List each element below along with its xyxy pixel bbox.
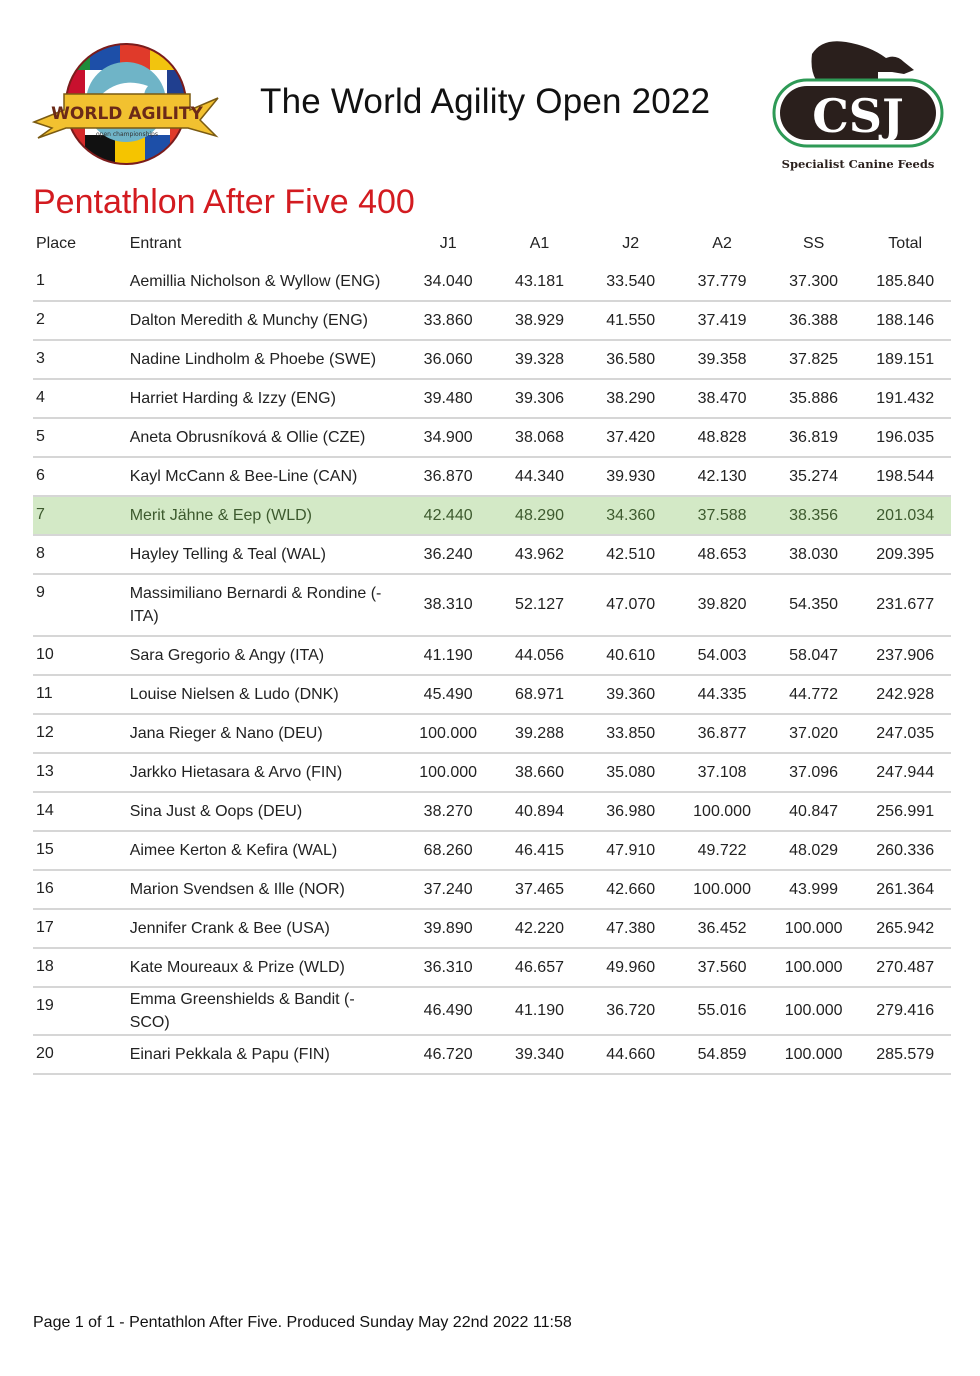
a1-cell: 44.056 xyxy=(494,636,585,675)
j1-cell: 38.310 xyxy=(402,574,494,636)
column-header-total: Total xyxy=(888,235,923,252)
ss-cell: 37.300 xyxy=(768,263,860,301)
entrant-cell: Merit Jähne & Eep (WLD) xyxy=(130,496,403,535)
event-title: Pentathlon After Five 400 xyxy=(33,183,415,221)
total-cell: 285.579 xyxy=(859,1035,951,1074)
ss-cell: 100.000 xyxy=(768,987,860,1035)
total-cell: 185.840 xyxy=(859,263,951,301)
place-cell: 13 xyxy=(33,753,130,792)
table-row xyxy=(33,909,951,948)
ss-cell: 37.825 xyxy=(768,340,860,379)
j1-cell: 36.240 xyxy=(402,535,494,574)
ss-cell: 58.047 xyxy=(768,636,860,675)
a2-cell: 49.722 xyxy=(676,831,768,870)
j2-cell: 39.930 xyxy=(585,457,676,496)
ss-cell: 38.030 xyxy=(768,535,860,574)
total-cell: 231.677 xyxy=(859,574,951,636)
ss-cell: 54.350 xyxy=(768,574,860,636)
j1-cell: 41.190 xyxy=(402,636,494,675)
column-header-j1: J1 xyxy=(439,235,457,252)
column-header-place: Place xyxy=(36,235,77,252)
a1-cell: 40.894 xyxy=(494,792,585,831)
entrant-cell: Jana Rieger & Nano (DEU) xyxy=(130,714,403,753)
total-cell: 242.928 xyxy=(859,675,951,714)
entrant-cell: Kate Moureaux & Prize (WLD) xyxy=(130,948,403,987)
j2-cell: 42.660 xyxy=(585,870,676,909)
place-cell: 20 xyxy=(33,1035,130,1074)
column-header-a1: A1 xyxy=(529,235,550,252)
total-cell: 209.395 xyxy=(859,535,951,574)
j2-cell: 37.420 xyxy=(585,418,676,457)
table-row xyxy=(33,987,951,1035)
total-cell: 237.906 xyxy=(859,636,951,675)
place-cell: 16 xyxy=(33,870,130,909)
ss-cell: 35.274 xyxy=(768,457,860,496)
a1-cell: 38.660 xyxy=(494,753,585,792)
a1-cell: 39.340 xyxy=(494,1035,585,1074)
a1-cell: 39.288 xyxy=(494,714,585,753)
place-cell: 10 xyxy=(33,636,130,675)
entrant-cell: Kayl McCann & Bee-Line (CAN) xyxy=(130,457,403,496)
a1-cell: 68.971 xyxy=(494,675,585,714)
entrant-cell: Massimiliano Bernardi & Rondine (-ITA) xyxy=(130,574,403,636)
j1-cell: 36.870 xyxy=(402,457,494,496)
a2-cell: 37.419 xyxy=(676,301,768,340)
table-row xyxy=(33,535,951,574)
entrant-cell: Aemillia Nicholson & Wyllow (ENG) xyxy=(130,263,403,301)
a2-cell: 48.653 xyxy=(676,535,768,574)
svg-text:Specialist Canine Feeds: Specialist Canine Feeds xyxy=(781,157,935,171)
a1-cell: 46.657 xyxy=(494,948,585,987)
a2-cell: 37.588 xyxy=(676,496,768,535)
table-row xyxy=(33,340,951,379)
results-body xyxy=(33,263,951,1074)
ss-cell: 44.772 xyxy=(768,675,860,714)
place-cell: 15 xyxy=(33,831,130,870)
a1-cell: 52.127 xyxy=(494,574,585,636)
a2-cell: 37.779 xyxy=(676,263,768,301)
table-row xyxy=(33,870,951,909)
place-cell: 12 xyxy=(33,714,130,753)
total-cell: 196.035 xyxy=(859,418,951,457)
entrant-cell: Marion Svendsen & Ille (NOR) xyxy=(130,870,403,909)
j1-cell: 34.040 xyxy=(402,263,494,301)
j2-cell: 47.380 xyxy=(585,909,676,948)
a1-cell: 44.340 xyxy=(494,457,585,496)
a2-cell: 100.000 xyxy=(676,792,768,831)
table-row xyxy=(33,675,951,714)
ss-cell: 100.000 xyxy=(768,1035,860,1074)
a1-cell: 41.190 xyxy=(494,987,585,1035)
a1-cell: 42.220 xyxy=(494,909,585,948)
entrant-cell: Jarkko Hietasara & Arvo (FIN) xyxy=(130,753,403,792)
ss-cell: 35.886 xyxy=(768,379,860,418)
j1-cell: 34.900 xyxy=(402,418,494,457)
entrant-cell: Nadine Lindholm & Phoebe (SWE) xyxy=(130,340,403,379)
j1-cell: 38.270 xyxy=(402,792,494,831)
j2-cell: 49.960 xyxy=(585,948,676,987)
a2-cell: 36.452 xyxy=(676,909,768,948)
a1-cell: 38.068 xyxy=(494,418,585,457)
total-cell: 188.146 xyxy=(859,301,951,340)
table-row xyxy=(33,1035,951,1074)
table-row xyxy=(33,301,951,340)
j1-cell: 36.060 xyxy=(402,340,494,379)
j2-cell: 35.080 xyxy=(585,753,676,792)
entrant-cell: Jennifer Crank & Bee (USA) xyxy=(130,909,403,948)
j2-cell: 36.720 xyxy=(585,987,676,1035)
table-row xyxy=(33,418,951,457)
j1-cell: 100.000 xyxy=(402,753,494,792)
table-header-row xyxy=(33,225,951,263)
entrant-cell: Harriet Harding & Izzy (ENG) xyxy=(130,379,403,418)
j2-cell: 40.610 xyxy=(585,636,676,675)
a2-cell: 44.335 xyxy=(676,675,768,714)
results-table xyxy=(33,225,951,1075)
total-cell: 256.991 xyxy=(859,792,951,831)
place-cell: 3 xyxy=(33,340,130,379)
total-cell: 191.432 xyxy=(859,379,951,418)
a1-cell: 46.415 xyxy=(494,831,585,870)
ss-cell: 43.999 xyxy=(768,870,860,909)
table-row xyxy=(33,792,951,831)
place-cell: 6 xyxy=(33,457,130,496)
total-cell: 260.336 xyxy=(859,831,951,870)
entrant-cell: Sara Gregorio & Angy (ITA) xyxy=(130,636,403,675)
column-header-entrant: Entrant xyxy=(129,235,182,252)
j2-cell: 41.550 xyxy=(585,301,676,340)
a2-cell: 36.877 xyxy=(676,714,768,753)
table-row xyxy=(33,457,951,496)
ss-cell: 100.000 xyxy=(768,909,860,948)
ss-cell: 38.356 xyxy=(768,496,860,535)
j2-cell: 33.850 xyxy=(585,714,676,753)
j2-cell: 42.510 xyxy=(585,535,676,574)
table-row xyxy=(33,831,951,870)
csj-logo xyxy=(770,36,946,176)
j1-cell: 39.890 xyxy=(402,909,494,948)
a2-cell: 100.000 xyxy=(676,870,768,909)
entrant-cell: Aneta Obrusníková & Ollie (CZE) xyxy=(130,418,403,457)
j2-cell: 39.360 xyxy=(585,675,676,714)
column-header-j2: J2 xyxy=(622,235,640,252)
j2-cell: 47.070 xyxy=(585,574,676,636)
a1-cell: 43.181 xyxy=(494,263,585,301)
a1-cell: 39.306 xyxy=(494,379,585,418)
table-row xyxy=(33,574,951,636)
total-cell: 279.416 xyxy=(859,987,951,1035)
a2-cell: 48.828 xyxy=(676,418,768,457)
a1-cell: 43.962 xyxy=(494,535,585,574)
a2-cell: 37.560 xyxy=(676,948,768,987)
j1-cell: 45.490 xyxy=(402,675,494,714)
j1-cell: 39.480 xyxy=(402,379,494,418)
place-cell: 4 xyxy=(33,379,130,418)
place-cell: 2 xyxy=(33,301,130,340)
a1-cell: 48.290 xyxy=(494,496,585,535)
total-cell: 265.942 xyxy=(859,909,951,948)
ss-cell: 36.388 xyxy=(768,301,860,340)
a2-cell: 55.016 xyxy=(676,987,768,1035)
total-cell: 201.034 xyxy=(859,496,951,535)
table-row xyxy=(33,263,951,301)
a2-cell: 38.470 xyxy=(676,379,768,418)
svg-text:CSJ: CSJ xyxy=(812,89,904,143)
a2-cell: 39.358 xyxy=(676,340,768,379)
total-cell: 261.364 xyxy=(859,870,951,909)
place-cell: 19 xyxy=(33,987,130,1035)
j1-cell: 37.240 xyxy=(402,870,494,909)
j1-cell: 33.860 xyxy=(402,301,494,340)
j1-cell: 42.440 xyxy=(402,496,494,535)
ss-cell: 37.096 xyxy=(768,753,860,792)
total-cell: 189.151 xyxy=(859,340,951,379)
a1-cell: 38.929 xyxy=(494,301,585,340)
table-row xyxy=(33,753,951,792)
table-row xyxy=(33,379,951,418)
j2-cell: 36.980 xyxy=(585,792,676,831)
entrant-cell: Dalton Meredith & Munchy (ENG) xyxy=(130,301,403,340)
svg-text:WORLD AGILITY: WORLD AGILITY xyxy=(51,104,203,124)
table-row xyxy=(33,636,951,675)
document-title: The World Agility Open 2022 xyxy=(260,82,711,121)
place-cell: 14 xyxy=(33,792,130,831)
entrant-cell: Emma Greenshields & Bandit (-SCO) xyxy=(130,987,403,1035)
entrant-cell: Louise Nielsen & Ludo (DNK) xyxy=(130,675,403,714)
place-cell: 17 xyxy=(33,909,130,948)
total-cell: 247.944 xyxy=(859,753,951,792)
place-cell: 18 xyxy=(33,948,130,987)
place-cell: 7 xyxy=(33,496,130,535)
place-cell: 11 xyxy=(33,675,130,714)
ss-cell: 37.020 xyxy=(768,714,860,753)
a2-cell: 39.820 xyxy=(676,574,768,636)
column-header-a2: A2 xyxy=(712,235,732,252)
j1-cell: 46.490 xyxy=(402,987,494,1035)
page-footer: Page 1 of 1 - Pentathlon After Five. Produced Sunday May 22nd 2022 11:58 xyxy=(33,1314,572,1331)
j1-cell: 46.720 xyxy=(402,1035,494,1074)
ss-cell: 36.819 xyxy=(768,418,860,457)
total-cell: 270.487 xyxy=(859,948,951,987)
a2-cell: 54.003 xyxy=(676,636,768,675)
place-cell: 9 xyxy=(33,574,130,636)
j1-cell: 68.260 xyxy=(402,831,494,870)
entrant-cell: Einari Pekkala & Papu (FIN) xyxy=(130,1035,403,1074)
world-agility-logo xyxy=(30,40,222,168)
j2-cell: 36.580 xyxy=(585,340,676,379)
column-header-ss: SS xyxy=(802,235,825,252)
ss-cell: 100.000 xyxy=(768,948,860,987)
place-cell: 5 xyxy=(33,418,130,457)
ss-cell: 48.029 xyxy=(768,831,860,870)
j2-cell: 47.910 xyxy=(585,831,676,870)
ss-cell: 40.847 xyxy=(768,792,860,831)
total-cell: 247.035 xyxy=(859,714,951,753)
a2-cell: 42.130 xyxy=(676,457,768,496)
svg-text:open championships: open championships xyxy=(96,131,158,138)
entrant-cell: Hayley Telling & Teal (WAL) xyxy=(130,535,403,574)
place-cell: 8 xyxy=(33,535,130,574)
entrant-cell: Aimee Kerton & Kefira (WAL) xyxy=(130,831,403,870)
j2-cell: 38.290 xyxy=(585,379,676,418)
total-cell: 198.544 xyxy=(859,457,951,496)
place-cell: 1 xyxy=(33,263,130,301)
table-row xyxy=(33,496,951,535)
j1-cell: 36.310 xyxy=(402,948,494,987)
table-row xyxy=(33,714,951,753)
table-row xyxy=(33,948,951,987)
j2-cell: 33.540 xyxy=(585,263,676,301)
entrant-cell: Sina Just & Oops (DEU) xyxy=(130,792,403,831)
a1-cell: 39.328 xyxy=(494,340,585,379)
a2-cell: 54.859 xyxy=(676,1035,768,1074)
j2-cell: 44.660 xyxy=(585,1035,676,1074)
a1-cell: 37.465 xyxy=(494,870,585,909)
j2-cell: 34.360 xyxy=(585,496,676,535)
a2-cell: 37.108 xyxy=(676,753,768,792)
j1-cell: 100.000 xyxy=(402,714,494,753)
